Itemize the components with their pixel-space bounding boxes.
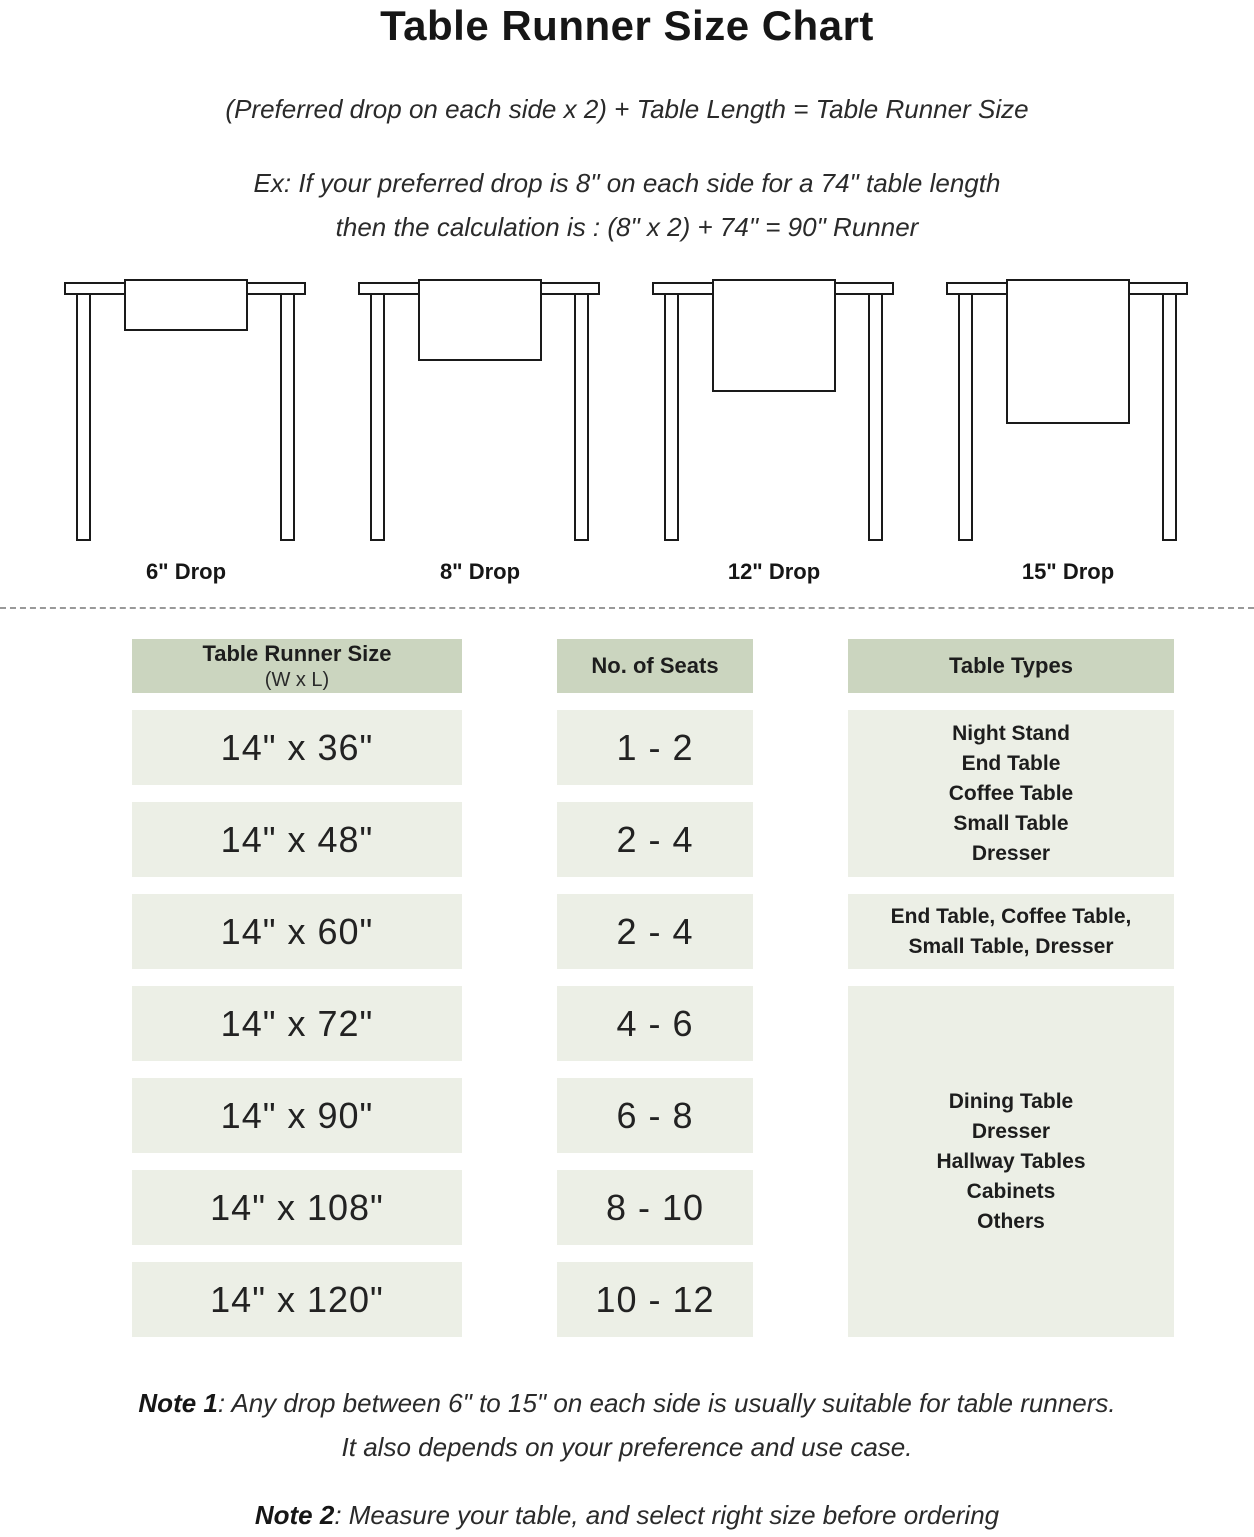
type-line: Others — [977, 1209, 1045, 1233]
types-cell-medium-tables — [848, 894, 1174, 969]
col-header-seats-title: No. of Seats — [591, 653, 719, 678]
seats-value: 1 - 2 — [616, 726, 694, 768]
table-leg-right — [1162, 293, 1177, 541]
size-cell-2 — [132, 802, 462, 877]
seats-cell-1 — [557, 710, 753, 785]
type-line: Hallway Tables — [936, 1149, 1086, 1173]
seats-cell-7 — [557, 1262, 753, 1337]
table-leg-left — [664, 293, 679, 541]
seats-value: 8 - 10 — [605, 1186, 705, 1228]
runner-overlay — [1006, 279, 1130, 424]
note-1-label: Note 1 — [138, 1388, 218, 1418]
seats-cell-3 — [557, 894, 753, 969]
size-value: 14" x 72" — [220, 1002, 374, 1044]
drop-diagram-12 — [652, 277, 896, 585]
col-header-seats — [557, 639, 753, 693]
types-cell-small-tables — [848, 710, 1174, 877]
table-leg-left — [958, 293, 973, 541]
runner-overlay — [418, 279, 542, 361]
drop-label: 12" Drop — [727, 559, 821, 584]
col-header-types — [848, 639, 1174, 693]
drop-diagram-8 — [358, 277, 602, 585]
col-header-types-title: Table Types — [949, 653, 1073, 678]
table-leg-right — [574, 293, 589, 541]
seats-cell-2 — [557, 802, 753, 877]
col-header-size-subtitle: (W x L) — [264, 668, 330, 691]
drop-label: 15" Drop — [1021, 559, 1115, 584]
col-header-size — [132, 639, 462, 693]
size-cell-5 — [132, 1078, 462, 1153]
size-cell-1 — [132, 710, 462, 785]
type-line: Dining Table — [948, 1089, 1074, 1113]
drop-label: 6" Drop — [145, 559, 227, 584]
runner-overlay — [712, 279, 836, 392]
page-title: Table Runner Size Chart — [380, 2, 874, 49]
size-value: 14" x 60" — [220, 910, 374, 952]
size-cell-3 — [132, 894, 462, 969]
table-illustration — [64, 277, 308, 545]
type-line: Cabinets — [966, 1179, 1056, 1203]
table-illustration — [358, 277, 602, 545]
seats-cell-5 — [557, 1078, 753, 1153]
types-cell-dining-tables — [848, 986, 1174, 1337]
table-leg-left — [76, 293, 91, 541]
runner-size-formula: (Preferred drop on each side x 2) + Table Length = Table Runner Size — [225, 94, 1029, 124]
size-cell-7 — [132, 1262, 462, 1337]
size-value: 14" x 36" — [220, 726, 374, 768]
seats-value: 4 - 6 — [616, 1002, 694, 1044]
table-leg-right — [868, 293, 883, 541]
type-line: Dresser — [971, 1119, 1051, 1143]
size-chart-table — [132, 639, 1174, 1337]
size-value: 14" x 108" — [210, 1186, 384, 1228]
seats-cell-6 — [557, 1170, 753, 1245]
table-illustration — [946, 277, 1190, 545]
type-line: Dresser — [971, 841, 1051, 865]
note-2-text: : Measure your table, and select right size before ordering — [334, 1500, 1000, 1530]
drop-diagrams — [0, 277, 1254, 585]
formula-example — [0, 161, 1254, 249]
note-1-line-1 — [0, 1381, 1254, 1425]
size-value: 14" x 120" — [210, 1278, 384, 1320]
drop-diagram-6 — [64, 277, 308, 585]
note-1 — [0, 1381, 1254, 1469]
type-line: End Table, Coffee Table, — [890, 904, 1132, 928]
table-leg-right — [280, 293, 295, 541]
note-1-line-2: It also depends on your preference and use case. — [341, 1432, 913, 1462]
runner-overlay — [124, 279, 248, 331]
table-leg-left — [370, 293, 385, 541]
type-line: End Table — [961, 751, 1061, 775]
type-line: Coffee Table — [948, 781, 1074, 805]
seats-cell-4 — [557, 986, 753, 1061]
dashed-divider — [0, 607, 1254, 609]
drop-diagram-15 — [946, 277, 1190, 585]
size-value: 14" x 48" — [220, 818, 374, 860]
seats-value: 2 - 4 — [616, 818, 694, 860]
seats-value: 2 - 4 — [616, 910, 694, 952]
col-header-size-title: Table Runner Size — [202, 640, 392, 666]
type-line: Small Table, Dresser — [908, 934, 1114, 958]
type-line: Night Stand — [952, 721, 1070, 745]
seats-value: 6 - 8 — [616, 1094, 694, 1136]
size-cell-6 — [132, 1170, 462, 1245]
note-1-text: : Any drop between 6" to 15" on each side is usually suitable for table runners. — [217, 1388, 1116, 1418]
size-value: 14" x 90" — [220, 1094, 374, 1136]
drop-label: 8" Drop — [439, 559, 521, 584]
example-line-2: then the calculation is : (8" x 2) + 74" = 90" Runner — [335, 212, 919, 242]
size-cell-4 — [132, 986, 462, 1061]
example-line-1: Ex: If your preferred drop is 8" on each side for a 74" table length — [253, 168, 1001, 198]
table-illustration — [652, 277, 896, 545]
note-2-label: Note 2 — [254, 1500, 335, 1530]
seats-value: 10 - 12 — [595, 1278, 715, 1320]
type-line: Small Table — [953, 811, 1069, 835]
